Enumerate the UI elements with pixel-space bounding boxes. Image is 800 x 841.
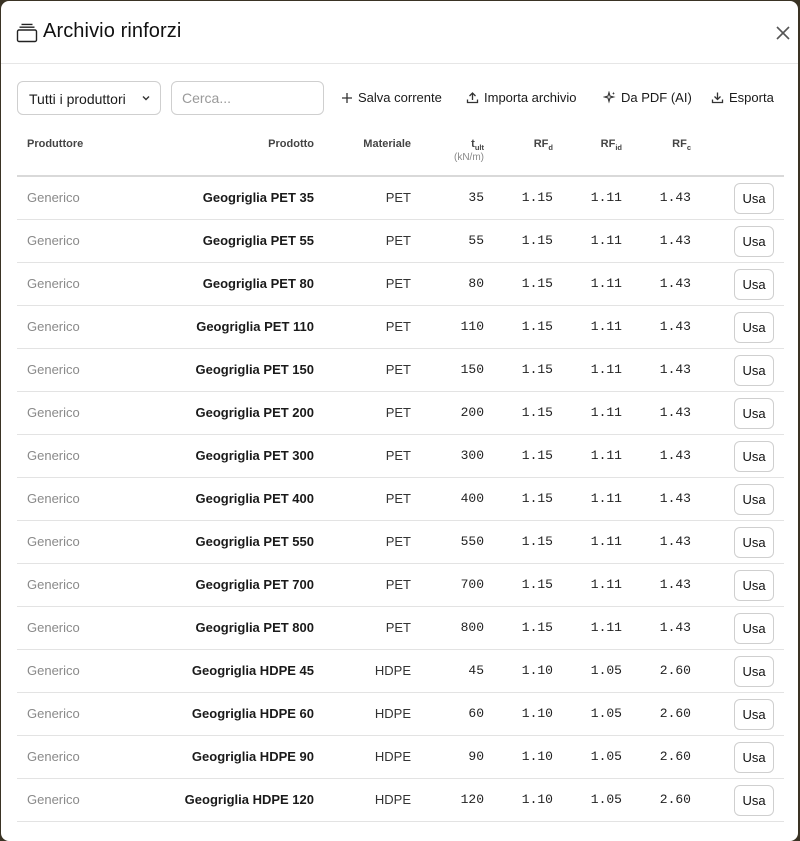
row-producer: Generico [27,405,80,420]
row-rfc: 2.60 [659,663,691,678]
row-rfid: 1.11 [590,319,622,334]
sparkles-icon [603,91,616,104]
row-rfd: 1.15 [521,491,553,506]
archive-icon [16,23,38,43]
row-rfd: 1.10 [521,706,553,721]
row-rfc: 1.43 [659,534,691,549]
row-producer: Generico [27,319,80,334]
col-material: Materiale [363,138,411,150]
use-button[interactable]: Usa [734,656,774,687]
col-rfc-sub: c [686,143,691,152]
row-material: PET [385,319,411,334]
row-rfid: 1.11 [590,276,622,291]
table-body [17,177,784,822]
row-rfid: 1.11 [590,405,622,420]
row-material: PET [385,577,411,592]
upload-icon [466,91,479,104]
row-rfd: 1.15 [521,233,553,248]
row-rfd: 1.15 [521,577,553,592]
row-rfc: 1.43 [659,276,691,291]
row-producer: Generico [27,362,80,377]
row-product: Geogriglia HDPE 120 [184,792,314,807]
row-rfc: 1.43 [659,190,691,205]
row-rfd: 1.15 [521,276,553,291]
row-product: Geogriglia PET 550 [195,534,314,549]
table-row [17,693,784,736]
table-row [17,736,784,779]
row-rfc: 1.43 [659,577,691,592]
row-producer: Generico [27,663,80,678]
row-rfc: 1.43 [659,405,691,420]
dialog-title: Archivio rinforzi [43,20,182,42]
row-product: Geogriglia PET 55 [202,233,314,248]
row-material: PET [385,233,411,248]
row-rfd: 1.15 [521,448,553,463]
row-rfid: 1.11 [590,448,622,463]
row-material: PET [385,620,411,635]
row-tult: 300 [460,448,484,463]
col-rfc-main: RF [672,138,687,150]
row-producer: Generico [27,706,80,721]
row-rfid: 1.05 [590,663,622,678]
row-rfc: 2.60 [659,792,691,807]
producer-select-value: Tutti i produttori [29,91,126,107]
row-tult: 400 [460,491,484,506]
row-tult: 800 [460,620,484,635]
row-product: Geogriglia HDPE 90 [191,749,314,764]
row-rfc: 1.43 [659,491,691,506]
use-button[interactable]: Usa [734,527,774,558]
row-rfd: 1.15 [521,190,553,205]
col-rfd [534,138,553,150]
use-button[interactable]: Usa [734,226,774,257]
table-row [17,478,784,521]
row-tult: 80 [468,276,484,291]
row-rfd: 1.15 [521,534,553,549]
row-material: PET [385,362,411,377]
row-product: Geogriglia PET 80 [202,276,314,291]
row-product: Geogriglia PET 150 [195,362,314,377]
search-input[interactable] [171,81,324,115]
row-rfd: 1.10 [521,792,553,807]
row-rfd: 1.15 [521,319,553,334]
row-rfc: 2.60 [659,749,691,764]
table-row [17,349,784,392]
dialog-header [1,1,798,64]
row-producer: Generico [27,233,80,248]
producer-select[interactable] [17,81,161,115]
row-material: HDPE [374,706,411,721]
use-button[interactable]: Usa [734,742,774,773]
row-rfid: 1.11 [590,362,622,377]
use-button[interactable]: Usa [734,355,774,386]
use-button[interactable]: Usa [734,613,774,644]
from-pdf-button[interactable] [603,81,692,115]
row-material: PET [385,534,411,549]
row-producer: Generico [27,448,80,463]
col-tult [454,138,484,163]
row-producer: Generico [27,749,80,764]
col-producer: Produttore [27,138,84,150]
row-producer: Generico [27,577,80,592]
row-producer: Generico [27,190,80,205]
use-button[interactable]: Usa [734,570,774,601]
row-rfid: 1.11 [590,577,622,592]
row-tult: 45 [468,663,484,678]
row-rfd: 1.15 [521,405,553,420]
col-rfd-main: RF [533,138,549,150]
row-tult: 55 [468,233,484,248]
row-product: Geogriglia PET 700 [195,577,314,592]
table-row [17,521,784,564]
row-rfid: 1.11 [590,233,622,248]
row-rfd: 1.10 [521,663,553,678]
row-product: Geogriglia PET 35 [202,190,314,205]
row-rfc: 1.43 [659,620,691,635]
table-row [17,650,784,693]
row-material: PET [385,190,411,205]
from-pdf-label: Da PDF (AI) [621,90,692,105]
col-tult-unit: (kN/m) [454,152,484,163]
row-material: HDPE [374,663,411,678]
row-material: PET [385,276,411,291]
col-rfd-sub: d [548,143,553,152]
table-row [17,220,784,263]
row-rfc: 1.43 [659,233,691,248]
use-button[interactable]: Usa [734,785,774,816]
row-product: Geogriglia PET 800 [195,620,314,635]
row-rfc: 1.43 [659,362,691,377]
row-rfc: 1.43 [659,448,691,463]
row-tult: 60 [468,706,484,721]
row-rfid: 1.05 [590,706,622,721]
use-button[interactable]: Usa [734,183,774,214]
row-rfid: 1.11 [590,491,622,506]
use-button[interactable]: Usa [734,312,774,343]
row-producer: Generico [27,620,80,635]
row-tult: 550 [460,534,484,549]
export-label: Esporta [729,90,774,105]
row-tult: 110 [460,319,484,334]
row-tult: 150 [460,362,484,377]
archive-dialog [1,1,798,841]
row-material: HDPE [374,792,411,807]
table-header [17,129,784,177]
row-material: PET [385,448,411,463]
row-rfid: 1.11 [590,620,622,635]
row-rfid: 1.05 [590,792,622,807]
import-archive-button[interactable] [466,81,576,115]
row-tult: 90 [468,749,484,764]
row-producer: Generico [27,491,80,506]
row-material: HDPE [374,749,411,764]
row-rfd: 1.15 [521,620,553,635]
row-rfc: 1.43 [659,319,691,334]
save-current-button[interactable] [341,81,442,115]
row-product: Geogriglia PET 300 [195,448,314,463]
col-product: Prodotto [268,138,314,150]
table-row [17,306,784,349]
use-button[interactable]: Usa [734,269,774,300]
row-rfid: 1.11 [590,190,622,205]
row-material: PET [385,491,411,506]
col-rfid-main: RF [600,138,616,150]
row-product: Geogriglia PET 200 [195,405,314,420]
reinforcement-table [17,129,784,822]
row-tult: 35 [468,190,484,205]
close-icon[interactable] [773,23,793,43]
row-rfd: 1.15 [521,362,553,377]
col-tult-main: t [471,138,475,150]
table-row [17,435,784,478]
use-button[interactable]: Usa [734,699,774,730]
row-rfid: 1.05 [590,749,622,764]
row-tult: 200 [460,405,484,420]
row-rfid: 1.11 [590,534,622,549]
table-row [17,177,784,220]
row-producer: Generico [27,534,80,549]
table-row [17,263,784,306]
row-product: Geogriglia HDPE 45 [191,663,314,678]
use-button[interactable]: Usa [734,441,774,472]
row-tult: 700 [460,577,484,592]
col-rfid-sub: id [615,143,622,152]
col-rfc [672,138,691,150]
plus-icon [341,92,353,104]
row-producer: Generico [27,792,80,807]
export-button[interactable] [711,81,774,115]
row-producer: Generico [27,276,80,291]
table-row [17,564,784,607]
row-rfc: 2.60 [659,706,691,721]
import-archive-label: Importa archivio [484,90,577,105]
row-rfd: 1.10 [521,749,553,764]
row-material: PET [385,405,411,420]
use-button[interactable]: Usa [734,398,774,429]
row-product: Geogriglia PET 110 [196,319,314,334]
row-tult: 120 [460,792,484,807]
download-icon [711,91,724,104]
table-row [17,392,784,435]
chevron-down-icon [141,93,151,103]
save-current-label: Salva corrente [358,90,442,105]
col-rfid [601,138,622,150]
row-product: Geogriglia HDPE 60 [191,706,314,721]
toolbar [1,81,798,117]
use-button[interactable]: Usa [734,484,774,515]
table-row [17,607,784,650]
row-product: Geogriglia PET 400 [195,491,314,506]
col-tult-sub: ult [474,143,484,152]
table-row [17,779,784,822]
